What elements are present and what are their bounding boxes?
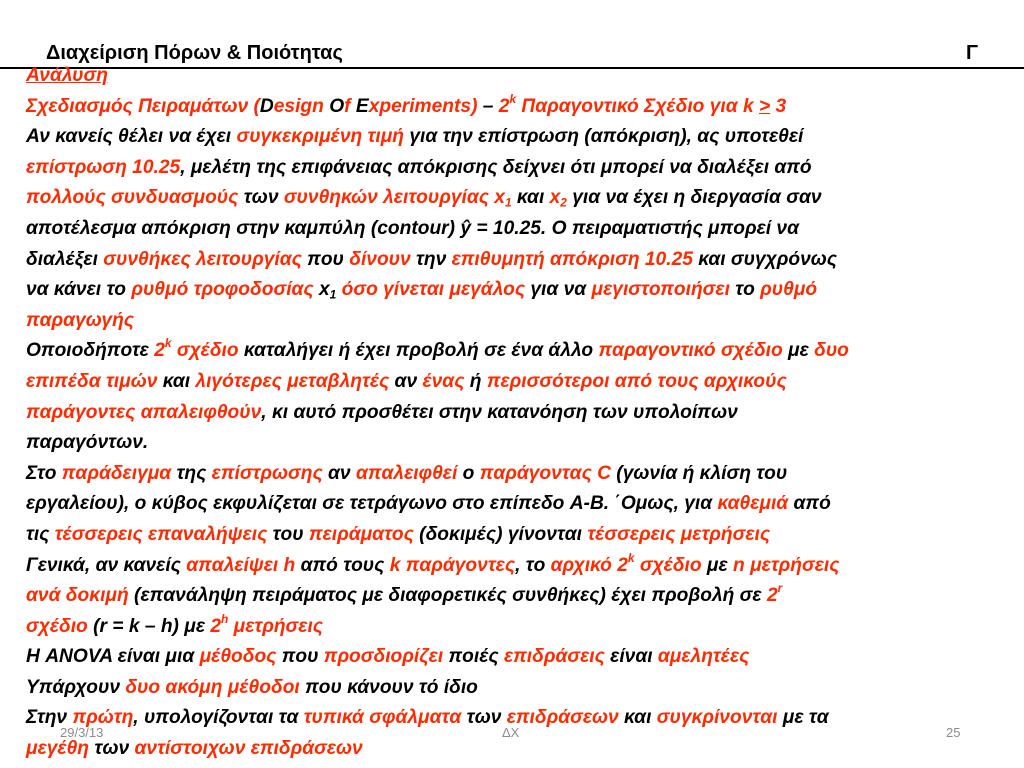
highlighted-text: ρυθμό τροφοδοσίας — [131, 279, 314, 301]
body-text: x — [313, 279, 330, 301]
body-line — [26, 398, 1001, 429]
highlighted-text: επιπέδα τιμών — [26, 370, 158, 392]
highlighted-text: k παράγοντες — [389, 554, 516, 576]
highlighted-text: μετρήσεις — [228, 615, 324, 637]
highlighted-text: επιθυμητή απόκριση — [451, 248, 640, 270]
highlighted-text: 2 — [498, 95, 510, 117]
highlighted-text: r — [777, 581, 783, 596]
body-text: για να έχει η διεργασία σαν — [566, 187, 822, 209]
body-text: τις — [26, 523, 55, 545]
body-line — [26, 306, 1001, 337]
body-line — [26, 245, 1001, 276]
highlighted-text: δίνουν — [349, 248, 411, 270]
highlighted-text: συνθήκες λειτουργίας — [103, 248, 302, 270]
body-text: και — [511, 187, 550, 209]
highlighted-text: σχέδιο — [26, 615, 88, 637]
body-line — [26, 489, 1001, 520]
body-line — [26, 459, 1001, 490]
highlighted-text: xperiments — [368, 95, 472, 117]
body-text: που — [301, 248, 350, 270]
highlighted-text: επιδράσεις — [503, 646, 605, 668]
body-text: D — [259, 95, 274, 117]
body-text: (r = k – h) με — [87, 615, 211, 637]
body-text: των — [461, 707, 507, 729]
highlighted-text: τυπικά σφάλματα — [303, 707, 462, 729]
highlighted-text: μεγιστοποιήσει — [591, 279, 730, 301]
highlighted-text: παραγοντικό σχέδιο — [598, 340, 783, 362]
body-text: 1 — [329, 287, 337, 302]
body-text: με τα — [777, 707, 829, 729]
body-text: είναι — [604, 646, 658, 668]
highlighted-text: h — [221, 611, 229, 626]
highlighted-text: αντίστοιχων επιδράσεων — [134, 738, 363, 760]
body-text: Υπάρχουν — [26, 676, 126, 698]
body-text: , το — [515, 554, 551, 576]
highlighted-text: προσδιορίζει — [323, 646, 444, 668]
highlighted-text: πειράματος — [308, 523, 414, 545]
body-text: E — [355, 95, 369, 117]
highlighted-text: ανά δοκιμή — [26, 585, 129, 607]
body-text: και συγχρόνως — [692, 248, 837, 270]
highlighted-text: απαλειφθεί — [355, 462, 458, 484]
highlighted-text: δυο ακόμη μέθοδοι — [125, 676, 300, 698]
body-line — [26, 122, 1001, 153]
highlighted-text: συγκεκριμένη τιμή — [236, 126, 405, 148]
highlighted-text: 2 — [766, 585, 778, 607]
highlighted-text: πρώτη — [72, 707, 134, 729]
body-line — [26, 581, 1001, 612]
highlighted-text: σχέδιο — [634, 554, 702, 576]
body-line — [26, 153, 1001, 184]
body-text: εργαλείου), ο κύβος εκφυλίζεται σε τετράγωνο στο επίπεδο A-B. ΄Ομως, για — [26, 493, 718, 515]
body-text: Οποιοδήποτε — [26, 340, 155, 362]
highlighted-text: δυο — [814, 340, 849, 362]
body-text: , μελέτη της επιφάνειας απόκρισης δείχνει ότι μπορεί να διαλέξει από — [180, 156, 812, 178]
highlighted-text: 2 — [154, 340, 165, 362]
body-text: (επανάληψη πειράματος με διαφορετικές συνθήκες) έχει προβολή σε — [128, 585, 767, 607]
body-line — [26, 551, 1001, 582]
highlighted-text: n μετρήσεις — [733, 554, 840, 576]
body-line — [26, 183, 1001, 214]
body-text: που κάνουν τό ίδιο — [299, 676, 478, 698]
body-text: των — [89, 738, 135, 760]
highlighted-text: συνθηκών λειτουργίας x — [283, 187, 505, 209]
highlighted-text: παράδειγμα — [61, 462, 172, 484]
highlighted-text: μέθοδος — [199, 646, 277, 668]
body-text: που — [276, 646, 324, 668]
highlighted-text: όσο γίνεται μεγάλος — [341, 279, 526, 301]
highlighted-text: > — [758, 95, 771, 117]
highlighted-text: Παραγοντικό Σχέδιο για k — [516, 95, 759, 117]
body-text: αποτέλεσμα απόκριση στην καμπύλη (contour) ŷ = 10.25. Ο πειραματιστής μπορεί να — [26, 217, 799, 239]
body-line — [26, 336, 1001, 367]
highlighted-text: 2 — [210, 615, 222, 637]
highlighted-text: 3 — [770, 95, 787, 117]
slide-body — [26, 61, 1001, 765]
body-text: και — [157, 370, 196, 392]
highlighted-text: αμελητέες — [657, 646, 750, 668]
highlighted-text: ) — [471, 95, 478, 117]
body-text: O — [329, 95, 345, 117]
body-text: για την επίστρωση (απόκριση), ας υποτεθεί — [404, 126, 804, 148]
footer-author: ΔΧ — [502, 725, 520, 740]
highlighted-text: ένας — [422, 370, 465, 392]
body-text: καταλήγει ή έχει προβολή σε ένα άλλο — [238, 340, 599, 362]
body-line — [26, 642, 1001, 673]
body-text: από τους — [295, 554, 390, 576]
body-text: , υπολογίζονται τα — [133, 707, 304, 729]
highlighted-text: Ανάλυση — [26, 65, 108, 86]
body-text: αν — [322, 462, 356, 484]
highlighted-text: μεγέθη — [26, 738, 90, 760]
highlighted-text: επίστρωση 10.25 — [26, 156, 181, 178]
body-text: των — [238, 187, 284, 209]
highlighted-text: επιδράσεων — [506, 707, 619, 729]
highlighted-text: ρυθμό — [760, 279, 818, 301]
body-line — [26, 61, 1001, 92]
slide-section-letter: Γ — [966, 42, 979, 64]
body-line — [26, 673, 1001, 704]
body-text: με — [701, 554, 734, 576]
body-text: ο — [457, 462, 480, 484]
page-number: 25 — [946, 725, 961, 740]
highlighted-text: f — [344, 95, 356, 117]
body-line — [26, 214, 1001, 245]
highlighted-text: παράγοντας C — [479, 462, 611, 484]
highlighted-text: x — [549, 187, 561, 209]
body-text: αν — [389, 370, 423, 392]
body-text: της — [171, 462, 212, 484]
body-line — [26, 92, 1001, 123]
body-text: και — [618, 707, 657, 729]
body-text: (δοκιμές) γίνονται — [413, 523, 588, 545]
body-text: παραγόντων. — [26, 432, 149, 454]
body-text: διαλέξει — [26, 248, 104, 270]
body-text: Γενικά, αν κανείς — [26, 554, 187, 576]
highlighted-text: απαλείψει h — [186, 554, 296, 576]
highlighted-text: σχέδιο — [171, 340, 239, 362]
highlighted-text: k — [627, 550, 635, 565]
body-line — [26, 275, 1001, 306]
highlighted-text: 10.25 — [644, 248, 693, 270]
body-text: του — [267, 523, 309, 545]
highlighted-text: k — [164, 336, 172, 351]
highlighted-text: περισσότεροι από τους αρχικούς — [486, 370, 787, 392]
body-text: να κάνει το — [26, 279, 132, 301]
highlighted-text: τέσσερεις επαναλήψεις — [54, 523, 268, 545]
highlighted-text: συγκρίνονται — [656, 707, 778, 729]
body-text: Η ANOVA είναι μια — [26, 646, 200, 668]
body-line — [26, 520, 1001, 551]
highlighted-text: αρχικό 2 — [550, 554, 628, 576]
body-text: (γωνία ή κλίση του — [610, 462, 788, 484]
body-text: από — [788, 493, 831, 515]
body-text: Στο — [26, 462, 62, 484]
body-text: Αν κανείς θέλει να έχει — [26, 126, 237, 148]
body-text: για να — [525, 279, 592, 301]
highlighted-text: Σχεδιασμός Πειραμάτων ( — [26, 95, 260, 117]
body-text: με — [782, 340, 815, 362]
body-text: το — [729, 279, 761, 301]
body-text: ή — [464, 370, 487, 392]
body-line — [26, 428, 1001, 459]
highlighted-text: επίστρωσης — [211, 462, 323, 484]
highlighted-text: τέσσερεις μετρήσεις — [587, 523, 771, 545]
highlighted-text: 1 — [504, 195, 512, 210]
highlighted-text: 2 — [560, 195, 567, 210]
body-text: , κι αυτό προσθέτει στην κατανόηση των υπολοίπων — [261, 401, 738, 423]
body-text: ποιές — [443, 646, 504, 668]
body-line — [26, 612, 1001, 643]
highlighted-text: παράγοντες απαλειφθούν — [26, 401, 262, 423]
body-line — [26, 367, 1001, 398]
highlighted-text: λιγότερες μεταβλητές — [195, 370, 390, 392]
highlighted-text: esign — [273, 95, 330, 117]
highlighted-text: παραγωγής — [26, 309, 135, 331]
footer-date: 29/3/13 — [60, 725, 104, 740]
slide-title: Διαχείριση Πόρων & Ποιότητας — [46, 42, 343, 64]
body-text: Στην — [26, 707, 73, 729]
highlighted-text: πολλούς συνδυασμούς — [26, 187, 239, 209]
body-text: την — [410, 248, 452, 270]
highlighted-text: καθεμιά — [717, 493, 789, 515]
highlighted-text: k — [509, 91, 517, 106]
body-text: – — [477, 95, 499, 117]
